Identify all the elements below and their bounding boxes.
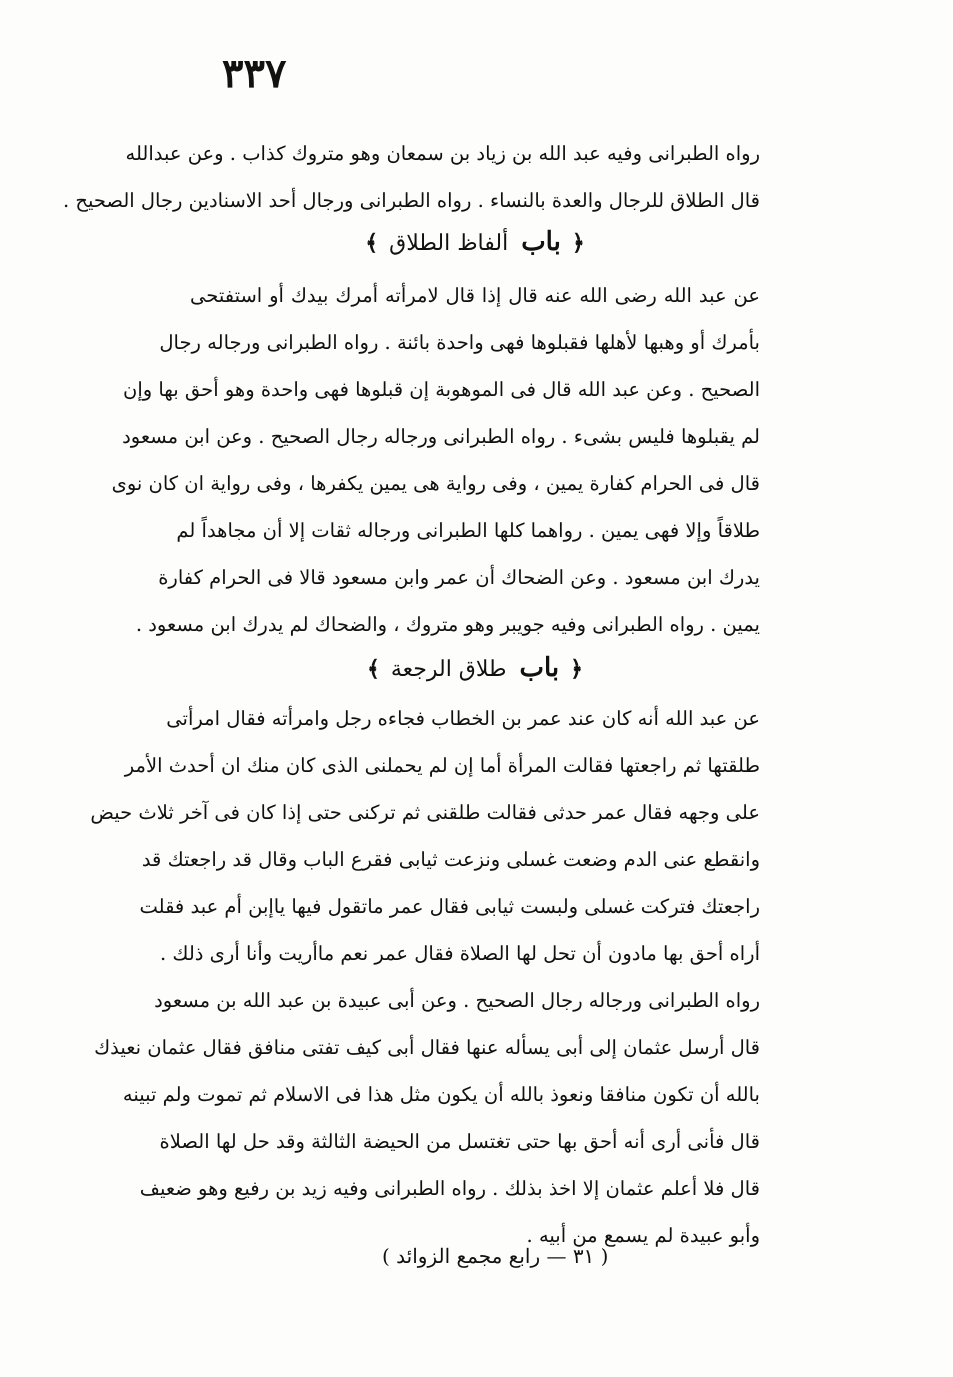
paragraph-wording-of-divorce xyxy=(111,272,760,648)
text-line: قال فلا أعلم عثمان إلا اخذ بذلك . رواه الطبرانى وفيه زيد بن رفيع وهو ضعيف xyxy=(139,1177,760,1200)
text-line: بأمرك أو وهبها لأهلها فقبلوها فهى واحدة بائنة . رواه الطبرانى ورجاله رجال xyxy=(159,331,760,354)
text-line: يدرك ابن مسعود . وعن الضحاك أن عمر وابن مسعود قالا فى الحرام كفارة xyxy=(158,566,760,589)
text-line: قال أرسل عثمان إلى أبى يسأله عنها فقال أبى كيف تفتى منافق فقال عثمان نعيذك xyxy=(94,1036,760,1059)
chapter-title: ألفاظ الطلاق xyxy=(389,231,509,256)
text-line: الصحيح . وعن عبد الله قال فى الموهوبة إن قبلوها فهى واحدة وهو أحق بها وإن xyxy=(123,378,760,401)
page-number: ٣٣٧ xyxy=(222,50,287,97)
text-line: راجعتك فتركت غسلى ولبست ثيابى فقال عمر ماتقول فيها ياإبن أم عبد فقلت xyxy=(139,895,760,918)
text-line: عن عبد الله رضى الله عنه قال إذا قال لامرأته أمرك بيدك أو استفتحى xyxy=(190,284,760,307)
text-line: عن عبد الله أنه كان عند عمر بن الخطاب فجاءه رجل وامرأته فقال امرأتى xyxy=(166,707,760,730)
text-line: رواه الطبرانى وفيه عبد الله بن زياد بن سمعان وهو متروك كذاب . وعن عبدالله xyxy=(125,142,760,165)
text-line: يمين . رواه الطبرانى وفيه جويبر وهو متروك ، والضحاك لم يدرك ابن مسعود . xyxy=(135,613,760,636)
text-line: على وجهه فقال عمر حدثى فقالت طلقنى ثم تركنى حتى إذا كان فى آخر ثلاث حيض xyxy=(90,801,760,824)
ornamental-bracket-close: ﴾ xyxy=(365,230,379,256)
text-line: وانقطع عنى الدم وضعت غسلى ونزعت ثيابى فقرع الباب وقال قد راجعتك قد xyxy=(141,848,760,871)
text-line: طلاقاً وإلا فهى يمين . رواهما كلها الطبرانى ورجاله ثقات إلا أن مجاهداً لم xyxy=(176,519,760,542)
text-line: قال فأنى أرى أنه أحق بها حتى تغتسل من الحيضة الثالثة وقد حل لها الصلاة xyxy=(159,1130,760,1153)
text-line: لم يقبلوها فليس بشىء . رواه الطبرانى ورجاله رجال الصحيح . وعن ابن مسعود xyxy=(122,425,760,448)
ornamental-bracket-close: ﴾ xyxy=(366,656,380,682)
chapter-label: باب xyxy=(521,227,561,257)
printer-signature-mark: ( ٣١ — رابع مجمع الزوائد ) xyxy=(382,1244,609,1268)
text-line: بالله أن تكون منافقا ونعوذ بالله أن يكون مثل هذا فى الاسلام ثم تموت ولم تبينه xyxy=(122,1083,760,1106)
ornamental-bracket-open: ﴿ xyxy=(570,656,584,682)
text-line: رواه الطبرانى ورجاله رجال الصحيح . وعن أبى عبيدة بن عبد الله بن مسعود xyxy=(154,989,760,1012)
text-line: أراه أحق بها مادون أن تحل لها الصلاة فقال عمر نعم ماأريت وأنا أرى ذلك . xyxy=(160,942,760,965)
text-line: وأبو عبيدة لم يسمع من أبيه . xyxy=(526,1224,760,1247)
text-line: قال فى الحرام كفارة يمين ، وفى رواية هى يمين يكفرها ، وفى رواية ان كان نوى xyxy=(111,472,760,495)
paragraph-revocable-divorce xyxy=(90,695,760,1259)
ornamental-bracket-open: ﴿ xyxy=(571,230,585,256)
paragraph-intro xyxy=(62,130,760,224)
text-line: طلقتها ثم راجعتها فقالت المرأة أما إن لم يحملنى الذى كان منك ان أحدث الأمر xyxy=(124,754,760,777)
chapter-label: باب xyxy=(519,653,560,683)
chapter-heading-revocable-divorce xyxy=(190,648,760,688)
text-line: قال الطلاق للرجال والعدة بالنساء . رواه الطبرانى ورجال أحد الاسنادين رجال الصحيح . xyxy=(62,189,760,212)
chapter-title: طلاق الرجعة xyxy=(390,657,507,682)
chapter-heading-wording-of-divorce xyxy=(190,222,760,262)
